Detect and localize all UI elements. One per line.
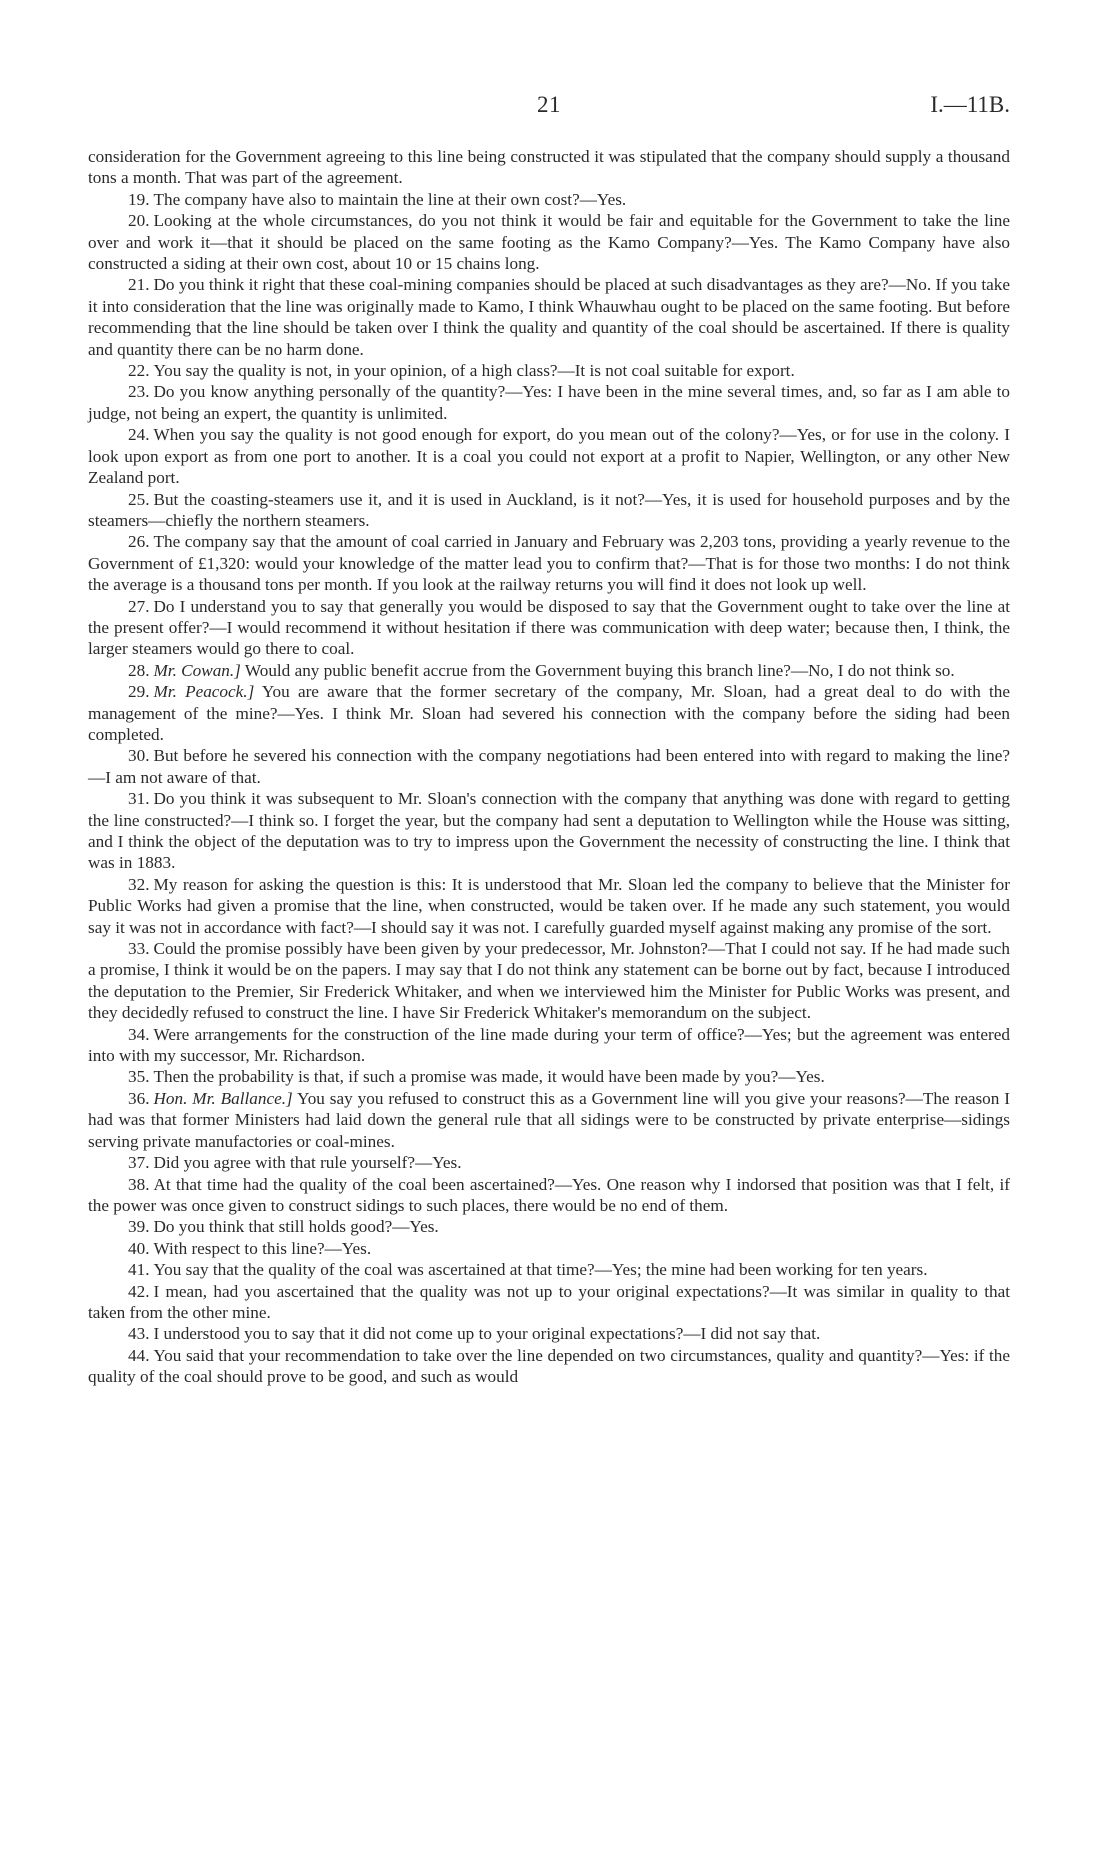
question-text: You say that the quality of the coal was ascertained at that time?—Yes; the mine had been working for ten years. bbox=[153, 1260, 928, 1280]
question-number: 41. bbox=[128, 1260, 150, 1280]
question-text: You said that your recommendation to take over the line depended on two circumstances, quality and quantity?—Yes: if the quality of the coal should prove to be good, and such as would bbox=[88, 1345, 1010, 1387]
evidence-body bbox=[88, 146, 1010, 1388]
question-number: 21. bbox=[128, 275, 150, 295]
question-number: 20. bbox=[128, 211, 150, 231]
question-paragraph bbox=[88, 745, 1010, 788]
question-number: 30. bbox=[128, 746, 150, 766]
question-paragraph bbox=[88, 360, 1010, 381]
question-number: 27. bbox=[128, 596, 150, 616]
question-text: Did you agree with that rule yourself?—Yes. bbox=[153, 1153, 462, 1173]
page-number: 21 bbox=[537, 92, 561, 117]
speaker-name: Hon. Mr. Ballance.] bbox=[153, 1088, 293, 1108]
question-paragraph bbox=[88, 1174, 1010, 1217]
question-number: 42. bbox=[128, 1281, 150, 1301]
question-paragraph bbox=[88, 1345, 1010, 1388]
question-paragraph bbox=[88, 381, 1010, 424]
question-paragraph bbox=[88, 874, 1010, 938]
question-paragraph bbox=[88, 1238, 1010, 1259]
question-number: 33. bbox=[128, 939, 150, 959]
question-number: 40. bbox=[128, 1238, 150, 1258]
question-paragraph bbox=[88, 189, 1010, 210]
question-text: You say you refused to construct this as a Government line will you give your reasons?—The reason I had was that former Ministers had laid down the general rule that all sidings were to be constructed by private enterprise—sidings serving private manufactories or coal-mines. bbox=[88, 1088, 1010, 1151]
question-number: 29. bbox=[128, 682, 150, 702]
question-paragraph bbox=[88, 531, 1010, 595]
question-number: 34. bbox=[128, 1024, 150, 1044]
question-paragraph bbox=[88, 1066, 1010, 1087]
question-paragraph bbox=[88, 424, 1010, 488]
speaker-name: Mr. Cowan.] bbox=[153, 660, 241, 680]
question-text: The company have also to maintain the line at their own cost?—Yes. bbox=[153, 189, 627, 209]
question-text: When you say the quality is not good enough for export, do you mean out of the colony?—Yes, or for use in the colony. I look upon export as from one port to another. It is a coal you could not export at a profit to Napier, Wellington, or any other New Zealand port. bbox=[88, 425, 1010, 488]
question-text: I mean, had you ascertained that the quality was not up to your original expectations?—It was similar in quality to that taken from the other mine. bbox=[88, 1281, 1010, 1322]
document-reference: I.—11B. bbox=[930, 92, 1010, 117]
question-number: 28. bbox=[128, 660, 150, 680]
question-paragraph bbox=[88, 274, 1010, 360]
question-number: 43. bbox=[128, 1324, 150, 1344]
question-paragraph bbox=[88, 1281, 1010, 1324]
question-text: Could the promise possibly have been given by your predecessor, Mr. Johnston?—That I could not say. If he had made such a promise, I think it would be on the papers. I may say that I do not think any statement can be borne out by fact, because I introduced the deputation to the Premier, Sir Frederick Whitaker, and when we interviewed him the Minister for Public Works was present, and they decidedly refused to construct the line. I have Sir Frederick Whitaker's memorandum on the subject. bbox=[88, 939, 1010, 1023]
question-paragraph bbox=[88, 938, 1010, 1024]
question-paragraph bbox=[88, 1323, 1010, 1344]
question-number: 19. bbox=[128, 189, 150, 209]
question-number: 39. bbox=[128, 1217, 150, 1237]
question-number: 25. bbox=[128, 489, 150, 509]
question-paragraph bbox=[88, 660, 1010, 681]
question-text: At that time had the quality of the coal been ascertained?—Yes. One reason why I indorsed that position was that I felt, if the power was once given to construct sidings to such places, there would be no end of them. bbox=[88, 1174, 1010, 1215]
page-header bbox=[88, 92, 1010, 122]
question-text: Looking at the whole circumstances, do you not think it would be fair and equitable for the Government to take the line over and work it—that it should be placed on the same footing as the Kamo Company?—Yes. The Kamo Company have also constructed a siding at their own cost, about 10 or 15 chains long. bbox=[88, 211, 1010, 274]
speaker-name: Mr. Peacock.] bbox=[153, 682, 255, 702]
question-text: Do you think it right that these coal-mining companies should be placed at such disadvantages as they are?—No. If you take it into consideration that the line was originally made to Kamo, I think Whauwhau ought to be placed on the same footing. But before recommending that the line should be taken over I think the quality and quantity of the coal should be ascertained. If there is quality and quantity there can be no harm done. bbox=[88, 275, 1010, 359]
question-paragraph bbox=[88, 596, 1010, 660]
question-text: Do you know anything personally of the quantity?—Yes: I have been in the mine several times, and, so far as I am able to judge, not being an expert, the quantity is unlimited. bbox=[88, 382, 1010, 423]
question-text: With respect to this line?—Yes. bbox=[153, 1238, 372, 1258]
question-text: You say the quality is not, in your opinion, of a high class?—It is not coal suitable for export. bbox=[153, 361, 795, 381]
question-number: 38. bbox=[128, 1174, 150, 1194]
question-paragraph bbox=[88, 1088, 1010, 1152]
question-paragraph bbox=[88, 1216, 1010, 1237]
question-paragraph bbox=[88, 1024, 1010, 1067]
question-text: My reason for asking the question is this: It is understood that Mr. Sloan led the company to believe that the Minister for Public Works had given a promise that the line, when constructed, would be taken over. If he made any such statement, you would say it was not in accordance with fact?—I should say it was not. I carefully guarded myself against making any promise of the sort. bbox=[88, 874, 1010, 937]
question-text: Would any public benefit accrue from the Government buying this branch line?—No, I do not think so. bbox=[244, 660, 955, 680]
question-paragraph bbox=[88, 681, 1010, 745]
question-paragraph bbox=[88, 1259, 1010, 1280]
question-paragraph bbox=[88, 1152, 1010, 1173]
question-text: Then the probability is that, if such a promise was made, it would have been made by you?—Yes. bbox=[153, 1067, 825, 1087]
question-text: Do you think that still holds good?—Yes. bbox=[153, 1217, 439, 1237]
question-text: But before he severed his connection with the company negotiations had been entered into with regard to making the line?—I am not aware of that. bbox=[88, 746, 1010, 787]
question-paragraph bbox=[88, 788, 1010, 874]
question-number: 44. bbox=[128, 1345, 150, 1365]
question-number: 32. bbox=[128, 874, 150, 894]
question-number: 37. bbox=[128, 1153, 150, 1173]
question-text: Do you think it was subsequent to Mr. Sloan's connection with the company that anything was done with regard to getting the line constructed?—I think so. I forget the year, but the company had sent a deputation to Wellington while the House was sitting, and I think the object of the deputation was to try to impress upon the Government the necessity of constructing the line. I think that was in 1883. bbox=[88, 789, 1010, 873]
question-number: 35. bbox=[128, 1067, 150, 1087]
question-number: 31. bbox=[128, 789, 150, 809]
question-text: Do I understand you to say that generally you would be disposed to say that the Government ought to take over the line at the present offer?—I would recommend it without hesitation if there was communication with deep water; because then, I think, the larger steamers would go there to coal. bbox=[88, 596, 1010, 659]
question-text: But the coasting-steamers use it, and it is used in Auckland, is it not?—Yes, it is used for household purposes and by the steamers—chiefly the northern steamers. bbox=[88, 489, 1010, 530]
question-number: 26. bbox=[128, 532, 150, 552]
question-paragraph bbox=[88, 210, 1010, 274]
question-number: 24. bbox=[128, 425, 150, 445]
question-number: 22. bbox=[128, 361, 150, 381]
question-text: You are aware that the former secretary of the company, Mr. Sloan, had a great deal to do with the management of the mine?—Yes. I think Mr. Sloan had severed his connection with the company before the siding had been completed. bbox=[88, 682, 1010, 744]
question-paragraph bbox=[88, 489, 1010, 532]
question-text: The company say that the amount of coal carried in January and February was 2,203 tons, providing a yearly revenue to the Government of £1,320: would your knowledge of the matter lead you to confirm that?—That is for those two months: I do not think the average is a thousand tons per month. If you look at the railway returns you will find it does not look up well. bbox=[88, 532, 1010, 595]
question-number: 36. bbox=[128, 1088, 150, 1108]
intro-paragraph: consideration for the Government agreeing to this line being constructed it was stipulated that the company should supply a thousand tons a month. That was part of the agreement. bbox=[88, 147, 1010, 188]
question-number: 23. bbox=[128, 382, 150, 402]
question-text: I understood you to say that it did not come up to your original expectations?—I did not say that. bbox=[153, 1324, 821, 1344]
question-text: Were arrangements for the construction of the line made during your term of office?—Yes; but the agreement was entered into with my successor, Mr. Richardson. bbox=[88, 1024, 1010, 1066]
